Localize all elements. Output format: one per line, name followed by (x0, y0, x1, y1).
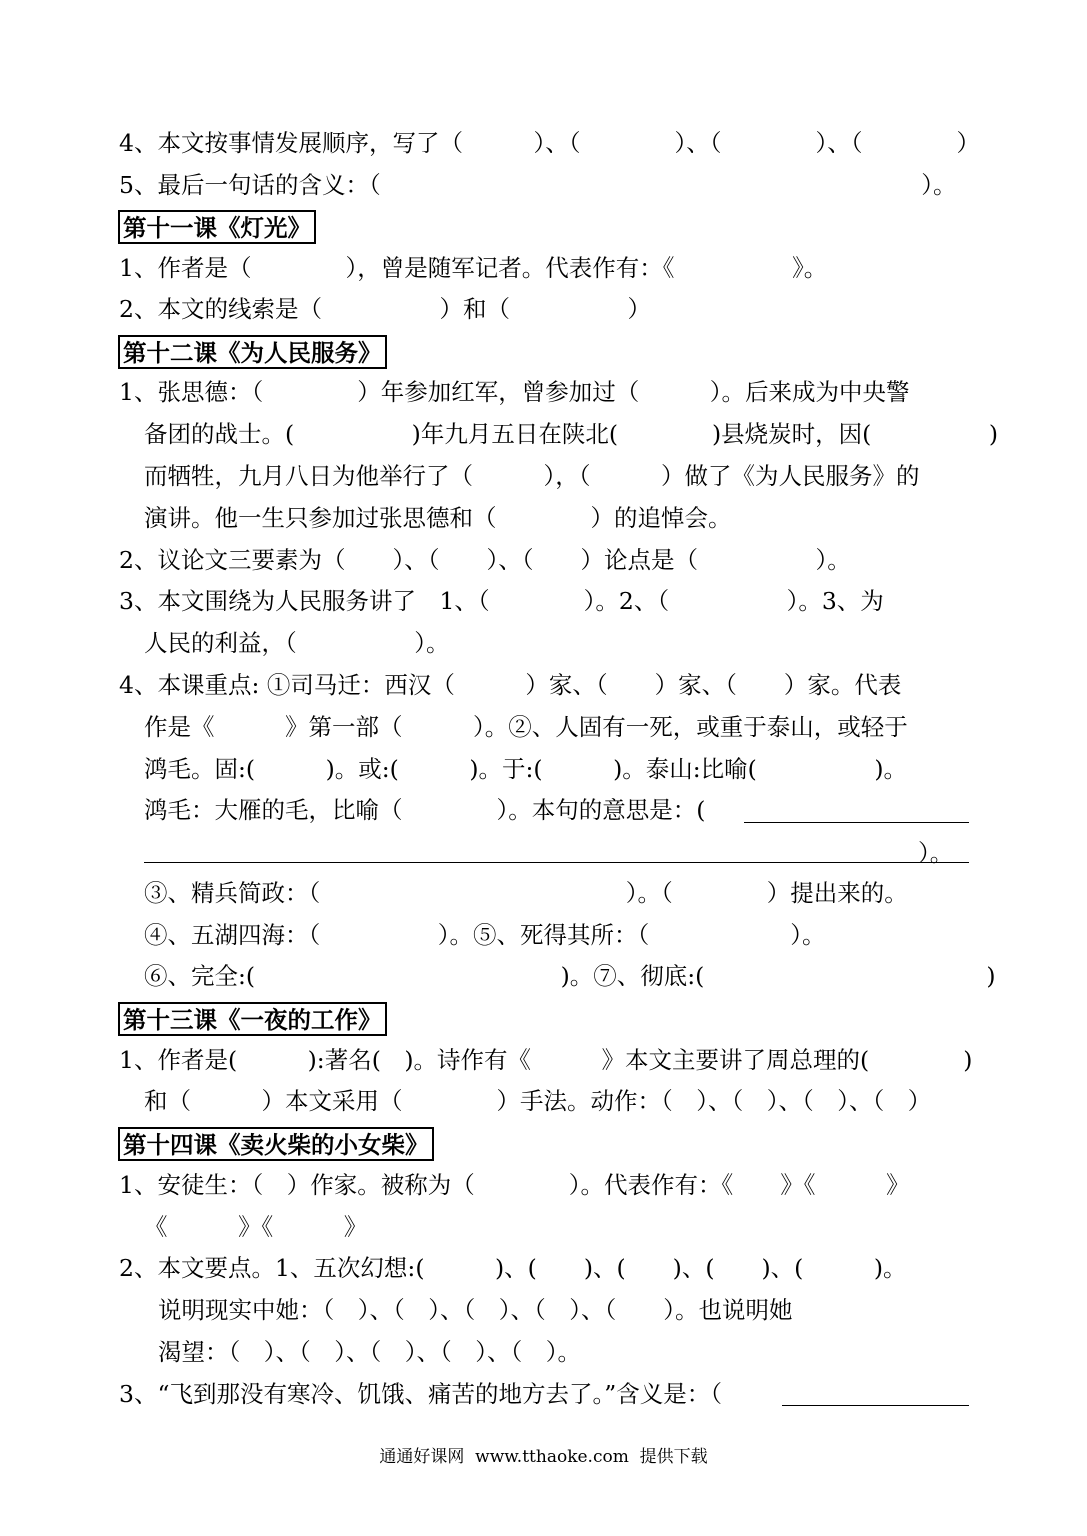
question-line: 鸿毛：大雁的毛，比喻（ ）。本句的意思是：( (144, 796, 706, 824)
question-line: 而牺牲，九月八日为他举行了（ ），（ ）做了《为人民服务》的 (144, 462, 920, 490)
question-line: 人民的利益，（ ）。 (144, 629, 450, 657)
question-line: 5、最后一句话的含义：（ ）。 (119, 171, 957, 199)
answer-underline (782, 1405, 969, 1406)
question-line: 3、“飞到那没有寒冷、饥饿、痛苦的地方去了。”含义是：（ (119, 1380, 722, 1408)
page-footer: 通通好课网 www.tthaoke.com 提供下载 (379, 1447, 708, 1467)
lesson-header: 第十二课《为人民服务》 (118, 335, 387, 369)
question-line: 1、安徒生：（ ）作家。被称为（ ）。代表作有：《 》《 》 (119, 1171, 910, 1199)
lesson-header: 第十一课《灯光》 (118, 210, 316, 244)
question-line: 2、本文要点。1、五次幻想:( )、( )、( )、( )、( )。 (119, 1254, 907, 1282)
question-line: ⑥、完全:( )。⑦、彻底:( ) (144, 962, 996, 990)
question-line: 《 》《 》 (144, 1213, 368, 1241)
question-line: 鸿毛。固:( )。或:( )。于:( )。泰山:比喻( )。 (144, 755, 908, 783)
question-line: 1、作者是( ):著名( )。诗作有《 》本文主要讲了周总理的( ) (119, 1046, 973, 1074)
answer-underline (744, 822, 969, 823)
question-line: 4、本文按事情发展顺序，写了（ ）、（ ）、（ ）、（ ） (119, 129, 980, 157)
answer-underline (144, 862, 969, 863)
question-line: 和（ ）本文采用（ ）手法。动作：（ ）、（ ）、（ ）、（ ） (144, 1087, 932, 1115)
lesson-header: 第十三课《一夜的工作》 (118, 1002, 387, 1036)
question-line: 备团的战士。( )年九月五日在陕北( )县烧炭时，因( ) (144, 420, 999, 448)
question-line: 说明现实中她：（ ）、（ ）、（ ）、（ ）、（ ）。也说明她 (158, 1296, 793, 1324)
question-line: 渴望：（ ）、（ ）、（ ）、（ ）、（ ）。 (158, 1338, 581, 1366)
question-line: 2、本文的线索是（ ）和（ ） (119, 295, 651, 323)
question-line: 1、作者是（ ），曾是随军记者。代表作有：《 》。 (119, 254, 828, 282)
question-line: ④、五湖四海：（ ）。⑤、死得其所：（ ）。 (144, 921, 826, 949)
question-line: 1、张思德：（ ）年参加红军，曾参加过（ ）。后来成为中央警 (119, 378, 910, 406)
question-line: 演讲。他一生只参加过张思德和（ ）的追悼会。 (144, 504, 732, 532)
question-line: 4、本课重点: ①司马迁：西汉（ ）家、（ ）家、（ ）家。代表 (119, 671, 902, 699)
question-line: 作是《 》第一部（ ）。②、人固有一死，或重于泰山，或轻于 (144, 713, 908, 741)
question-line: ③、精兵简政：（ ）。（ ）提出来的。 (144, 879, 908, 907)
lesson-header: 第十四课《卖火柴的小女柴》 (118, 1127, 434, 1161)
question-line: ）。 (918, 839, 954, 867)
question-line: 2、议论文三要素为（ ）、（ ）、（ ）论点是（ ）。 (119, 546, 851, 574)
question-line: 3、本文围绕为人民服务讲了 1、（ ）。2、（ ）。3、为 (119, 587, 884, 615)
